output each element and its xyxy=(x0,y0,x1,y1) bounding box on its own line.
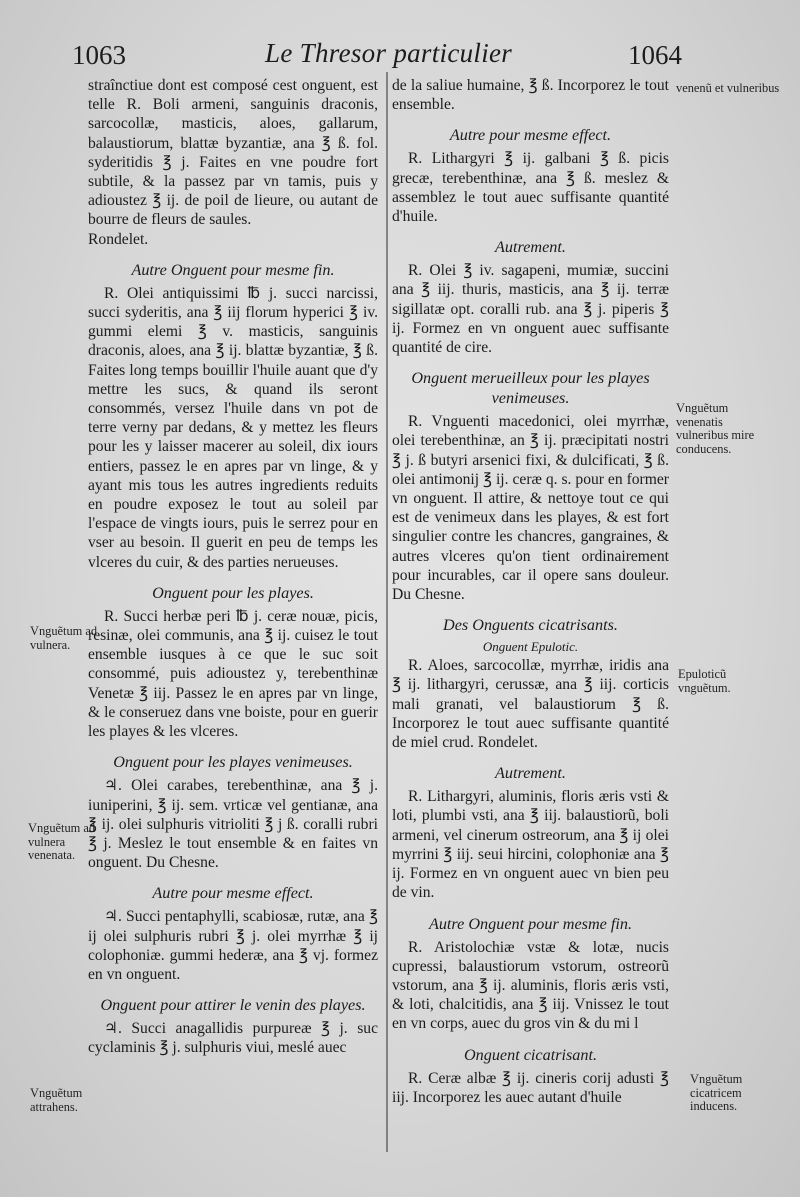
left-column xyxy=(88,76,378,1058)
margin-note: Vnguẽtum venenatis vulneribus mire conducens. xyxy=(676,401,755,456)
recipe-text: de la saliue humaine, ℥ ß. Incorporez le tout ensemble. xyxy=(392,77,669,114)
section-heading: Onguent pour les playes venimeuses. xyxy=(113,753,353,772)
section-heading: Onguent cicatrisant. xyxy=(463,1045,598,1064)
recipe-text: R. Aloes, sarcocollæ, myrrhæ, iridis ana ℥ ij. lithargyri, cerussæ, ana ℥ iij. corticis mali granati, vel balaustiorum ℥ ß. Incorporez le tout auec suffisante quantité de miel crud. Rondelet. xyxy=(392,657,669,752)
section-heading: Autre pour mesme effect. xyxy=(449,126,612,145)
recipe-text: R. Aristolochiæ vstæ & lotæ, nucis cupressi, balaustiorum vstorum, ostreorũ vstorum, ana ℥ ij. aluminis, floris æris vsti, & loti, chalcitidis, ana ℥ iij. Vnissez le tout en vn corps, auec du gros vin & du mi l xyxy=(392,938,669,1033)
chapter-heading: Des Onguents cicatrisants. xyxy=(443,616,618,635)
column-divider xyxy=(386,72,388,1152)
running-head xyxy=(0,30,800,76)
recipe-text: R. Lithargyri, aluminis, floris æris vsti & loti, plumbi vsti, ana ℥ iij. balaustiorũ, boli armeni, vel cinerum ostreorum, ana ℥ ij olei myrrini ℥ iij. seui hircini, colophoniæ ana ℥ ij. Formez en vn onguent auec vn bien peu de vin. xyxy=(392,788,669,902)
margin-note: Epuloticũ vnguẽtum. xyxy=(678,667,731,695)
margin-note: Vnguẽtum ad vulnera venenata. xyxy=(28,821,96,862)
recipe-text: R. Succi herbæ peri ℔ j. ceræ nouæ, picis, resinæ, olei communis, ana ℥ ij. cuisez le tout ensemble iusques à ce que le suc soit consommé, puis adioustez y, terebenthinæ Venetæ ℥ iij. Passez le en apres par vn linge, & le conseruez dans vne boiste, pour en guerir les playes & les vlceres. xyxy=(88,607,378,741)
running-title: Le Thresor particulier xyxy=(265,38,513,68)
section-heading: Onguent pour les playes. xyxy=(152,583,314,602)
section-heading: Onguent pour attirer le venin des playes. xyxy=(100,996,366,1015)
section-heading: Autrement. xyxy=(495,238,566,257)
recipe-text: ♃. Olei carabes, terebenthinæ, ana ℥ j. iuniperini, ℥ ij. sem. vrticæ vel gentianæ, ana ℥ ij. olei sulphuris vitrioliti ℥ j ß. coralli rubri ℥ j. Meslez le tout ensemble & en faites vn onguent. Du Chesne. xyxy=(88,777,378,872)
recipe-text: R. Lithargyri ℥ ij. galbani ℥ ß. picis grecæ, terebenthinæ, ana ℥ ß. meslez & assemblez le tout auec suffisante quantité d'huile. xyxy=(392,150,669,226)
recipe-text: R. Vnguenti macedonici, olei myrrhæ, olei terebenthinæ, an ℥ ij. præcipitati nostri ℥ j. ß butyri arsenici fixi, & dulcificati, ℥ ß. olei antimonij ℥ ij. ceræ q. s. pour en former vn onguent. Il attire, & nettoye tout ce qui est de venimeux dans les playes, & est fort singulier contre les chancres, gangraines, & autres vlceres qu'on tient ordinairement pour incurables, car il opere sans douleur. Du Chesne. xyxy=(392,413,669,604)
section-heading: Autre Onguent pour mesme fin. xyxy=(428,914,633,933)
margin-note: Vnguẽtum attrahens. xyxy=(30,1086,83,1114)
section-heading: Autre pour mesme effect. xyxy=(152,884,314,903)
section-heading: Onguent merueilleux pour les playes venimeuses. xyxy=(411,369,650,408)
section-heading: Autre Onguent pour mesme fin. xyxy=(131,260,335,279)
recipe-text: ♃. Succi pentaphylli, scabiosæ, rutæ, ana ℥ ij olei sulphuris rubri ℥ j. olei myrrhæ ℥ ij colophoniæ. gummi hederæ, ana ℥ vj. formez en vn onguent. xyxy=(88,908,378,983)
page-number-left: 1063 xyxy=(72,40,126,70)
margin-note: venenũ et vulneribus xyxy=(676,81,780,95)
page-number-right: 1064 xyxy=(628,40,682,70)
recipe-text: R. Ceræ albæ ℥ ij. cineris corij adusti ℥ iij. Incorporez les auec autant d'huile xyxy=(392,1069,669,1106)
margin-note: Vnguẽtum cicatricem inducens. xyxy=(690,1072,743,1113)
subsection-heading: Onguent Epulotic. xyxy=(482,639,579,655)
recipe-text: ♃. Succi anagallidis purpureæ ℥ j. suc cyclaminis ℥ j. sulphuris viui, meslé auec xyxy=(88,1020,378,1057)
section-heading: Autrement. xyxy=(495,764,566,783)
recipe-text: R. Olei antiquissimi ℔ j. succi narcissi, succi syderitis, ana ℥ iij florum hyperici ℥ iv. gummi elemi ℥ v. masticis, sanguinis draconis, aloes, ana ℥ ij. blattæ byzantiæ, ℥ ß. Faites long temps bouillir l'huile auant que d'y mettre les sucs, & quand ils seront consommés, versez l'huile dans vn pot de terre verny par dedans, & y mettez les fleurs pour les y laisser macerer au soleil, dix iours entiers, passez le en apres par vn linge, & y ayant mis tous les autres ingredients reduits en poudre exposez le tout au soleil par l'espace de vingts iours, puis le serrez pour en vser au besoin. Il guerit en peu de temps les vlceres du cuir, & des parties nerueuses. xyxy=(88,284,378,571)
margin-note: Vnguẽtum ad vulnera. xyxy=(30,624,98,652)
right-column xyxy=(392,76,669,1107)
recipe-text: straînctiue dont est composé cest onguent, est telle R. Boli armeni, sanguinis draconis, sarcocollæ, masticis, aloes, gallarum, balaustiorum, blattæ byzantiæ, ana ℥ ß. fol. syderitidis ℥ j. Faites en vne poudre fort subtile, & la passez par vn tamis, puis y adioustez ℥ ij. de poil de lieure, ou autant de bourre de fleurs de saules. xyxy=(88,77,378,229)
recipe-author: Rondelet. xyxy=(88,230,149,248)
recipe-text: R. Olei ℥ iv. sagapeni, mumiæ, succini ana ℥ iij. thuris, masticis, ana ℥ ij. terræ sigillatæ opt. coralli rub. ana ℥ j. piperis ℥ ij. Formez en vn onguent auec suffisante quantité de cire. xyxy=(392,262,669,357)
